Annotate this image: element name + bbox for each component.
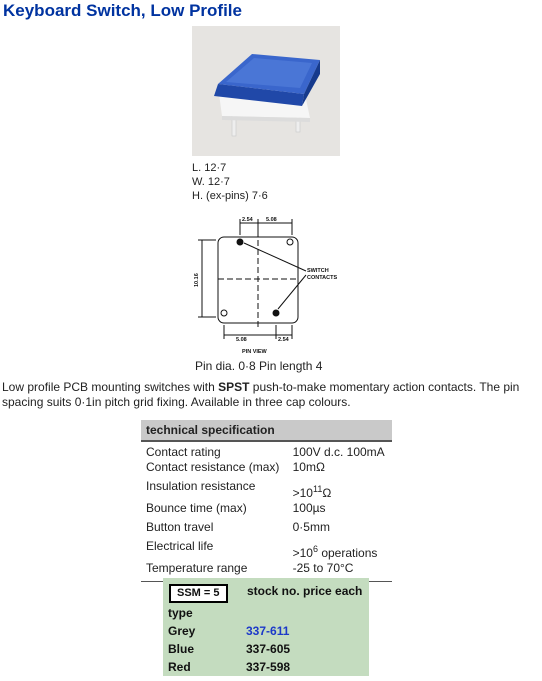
stock-row bbox=[168, 642, 368, 658]
dimension-width: W. 12·7 bbox=[192, 176, 230, 188]
spec-header: technical specification bbox=[141, 420, 392, 441]
description-after: push-to-make momentary action contacts. The pin spacing suits 0·1in pitch grid fixing. Available in three cap colours. bbox=[2, 380, 520, 409]
ssm-badge: SSM = 5 bbox=[169, 584, 228, 603]
stock-no-header: stock no. bbox=[247, 584, 300, 598]
stock-type: Red bbox=[168, 660, 191, 674]
pin-diagram bbox=[188, 209, 358, 357]
product-photo bbox=[192, 26, 340, 156]
stock-number: 337-605 bbox=[246, 642, 291, 656]
stock-type: Grey bbox=[168, 624, 196, 638]
diagram-dim-left: 10.16 bbox=[194, 273, 200, 287]
stock-type: Blue bbox=[168, 642, 195, 656]
dimension-height: H. (ex-pins) 7·6 bbox=[192, 190, 268, 202]
diagram-dim-top-right: 5.08 bbox=[266, 217, 277, 223]
spec-value: -25 to 70°C bbox=[292, 561, 354, 575]
stock-row bbox=[168, 660, 368, 676]
diagram-dim-top-left: 2.54 bbox=[242, 217, 253, 223]
spec-label: Bounce time (max) bbox=[146, 501, 247, 515]
spec-table bbox=[141, 420, 392, 582]
spec-label: Button travel bbox=[146, 520, 214, 534]
dimension-length: L. 12·7 bbox=[192, 162, 227, 174]
description-bold: SPST bbox=[218, 380, 250, 394]
pin-info: Pin dia. 0·8 Pin length 4 bbox=[195, 359, 323, 373]
page-title: Keyboard Switch, Low Profile bbox=[3, 1, 242, 20]
spec-value: 10mΩ bbox=[292, 460, 325, 474]
stock-number: 337-598 bbox=[246, 660, 291, 674]
diagram-view-label: PIN VIEW bbox=[242, 349, 267, 355]
dimensions-list bbox=[192, 161, 268, 203]
spec-label: Contact rating bbox=[146, 445, 221, 459]
spec-label: Insulation resistance bbox=[146, 479, 256, 493]
spec-label: Contact resistance (max) bbox=[146, 460, 280, 474]
spec-label: Temperature range bbox=[146, 561, 248, 575]
stock-box bbox=[163, 578, 369, 676]
spec-value: 100µs bbox=[292, 501, 326, 515]
description bbox=[2, 380, 538, 410]
diagram-contacts-label-1: SWITCH bbox=[307, 268, 329, 274]
spec-value: 0·5mm bbox=[292, 520, 330, 534]
type-label: type bbox=[168, 606, 193, 620]
spec-value: 100V d.c. 100mA bbox=[292, 445, 385, 459]
spec-label: Electrical life bbox=[146, 539, 214, 553]
spec-value: $>10^{11}\Omega$ bbox=[292, 484, 332, 500]
diagram-contacts-label-2: CONTACTS bbox=[307, 275, 338, 281]
diagram-dim-bottom-left: 5.08 bbox=[236, 337, 247, 343]
spec-value: $>10^6$ operations bbox=[292, 544, 378, 560]
price-each-header: price each bbox=[303, 584, 363, 598]
diagram-dim-bottom-right: 2.54 bbox=[278, 337, 289, 343]
stock-row bbox=[168, 624, 368, 640]
description-before: Low profile PCB mounting switches with bbox=[2, 380, 219, 394]
stock-number-link[interactable]: 337-611 bbox=[246, 624, 290, 638]
